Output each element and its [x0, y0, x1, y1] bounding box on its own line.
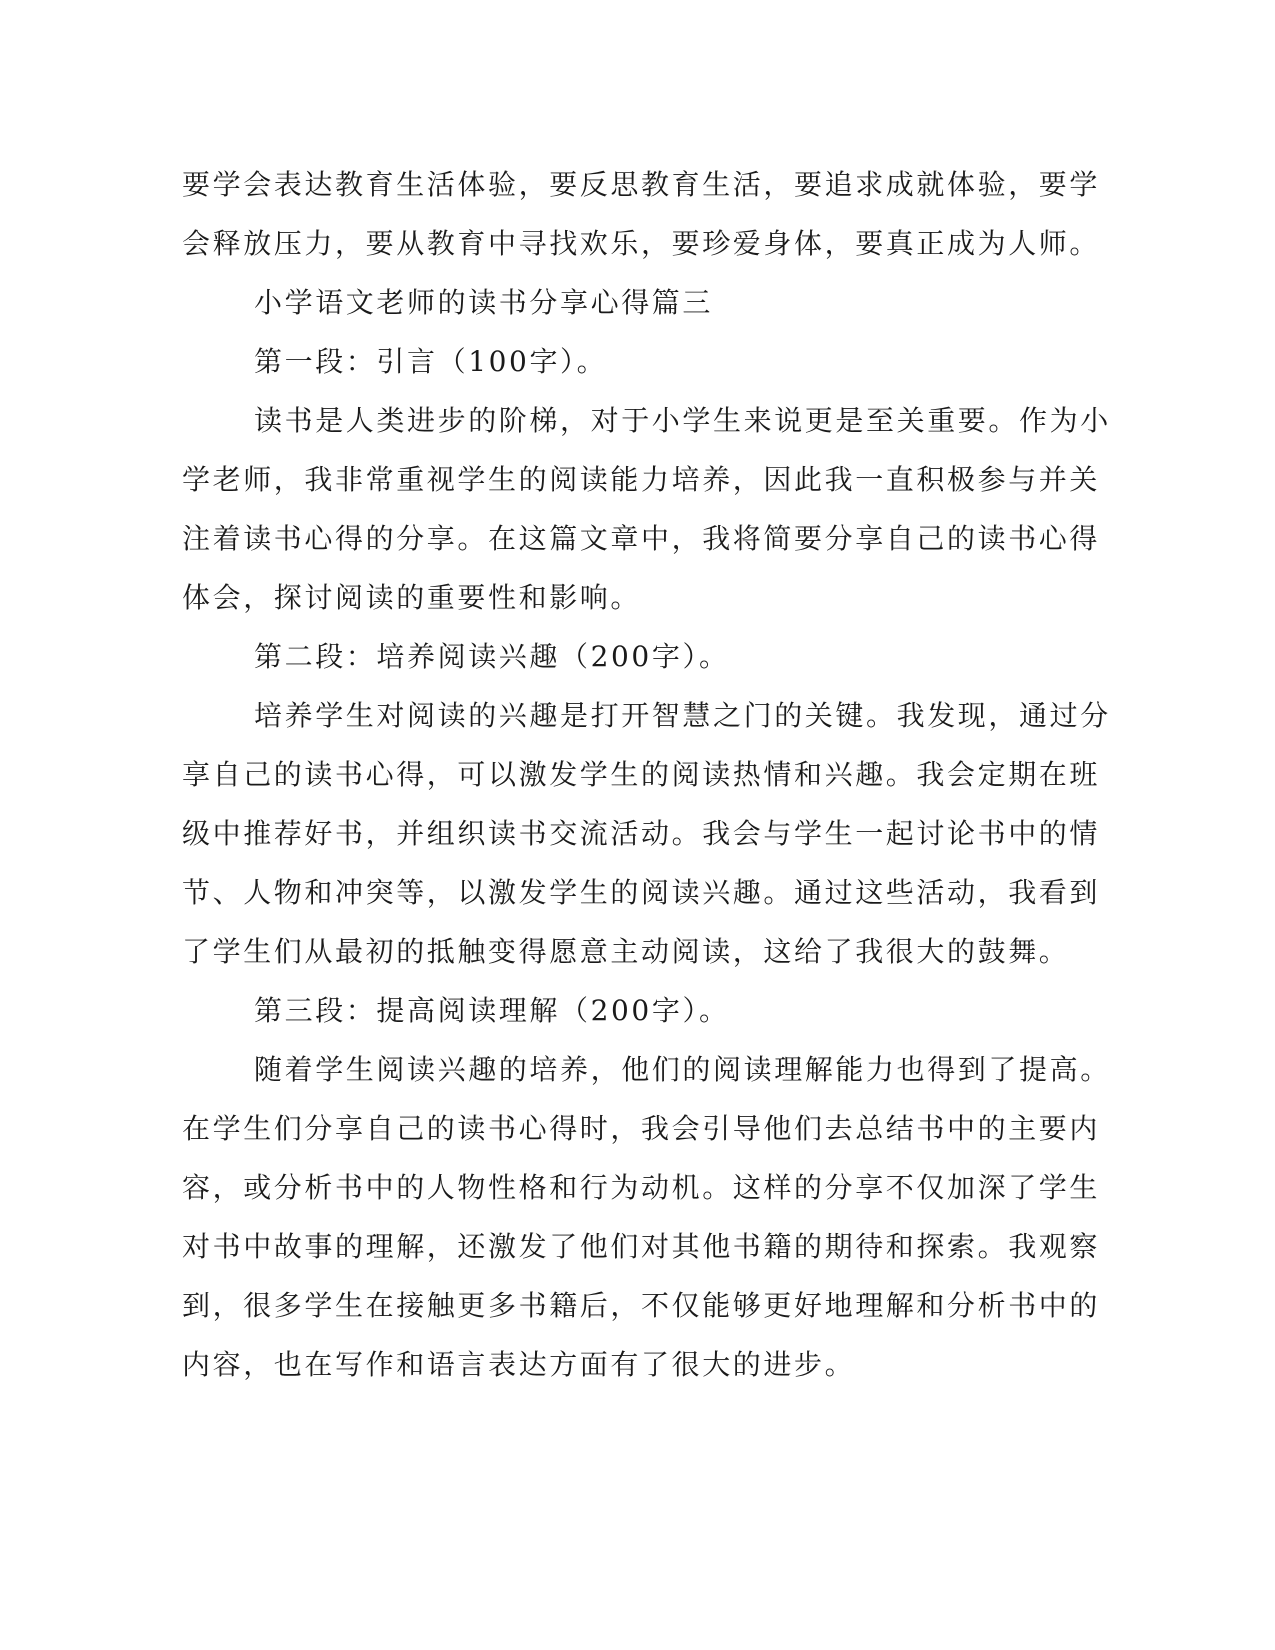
text-line: 注着读书心得的分享。在这篇文章中，我将简要分享自己的读书心得: [182, 522, 1101, 555]
text-line: 在学生们分享自己的读书心得时，我会引导他们去总结书中的主要内: [182, 1112, 1101, 1145]
text-line: 内容，也在写作和语言表达方面有了很大的进步。: [182, 1348, 856, 1381]
text-line: 了学生们从最初的抵触变得愿意主动阅读，这给了我很大的鼓舞。: [182, 935, 1070, 968]
document-body: [182, 155, 1111, 1394]
section-heading: 第一段：引言（100字）。: [254, 345, 608, 378]
section-title: 小学语文老师的读书分享心得篇三: [254, 286, 714, 319]
text-line: 学老师，我非常重视学生的阅读能力培养，因此我一直积极参与并关: [182, 463, 1101, 496]
section-heading: 第二段：培养阅读兴趣（200字）。: [254, 640, 730, 673]
text-line: 级中推荐好书，并组织读书交流活动。我会与学生一起讨论书中的情: [182, 817, 1101, 850]
section-heading: 第三段：提高阅读理解（200字）。: [254, 994, 730, 1027]
text-line: 随着学生阅读兴趣的培养，他们的阅读理解能力也得到了提高。: [254, 1053, 1111, 1086]
text-line: 享自己的读书心得，可以激发学生的阅读热情和兴趣。我会定期在班: [182, 758, 1101, 791]
text-line: 要学会表达教育生活体验，要反思教育生活，要追求成就体验，要学: [182, 168, 1101, 201]
text-line: 培养学生对阅读的兴趣是打开智慧之门的关键。我发现，通过分: [254, 699, 1111, 732]
text-line: 容，或分析书中的人物性格和行为动机。这样的分享不仅加深了学生: [182, 1171, 1101, 1204]
text-line: 读书是人类进步的阶梯，对于小学生来说更是至关重要。作为小: [254, 404, 1111, 437]
text-line: 到，很多学生在接触更多书籍后，不仅能够更好地理解和分析书中的: [182, 1289, 1101, 1322]
text-line: 对书中故事的理解，还激发了他们对其他书籍的期待和探索。我观察: [182, 1230, 1101, 1263]
text-line: 体会，探讨阅读的重要性和影响。: [182, 581, 642, 614]
text-line: 会释放压力，要从教育中寻找欢乐，要珍爱身体，要真正成为人师。: [182, 227, 1101, 260]
text-line: 节、人物和冲突等，以激发学生的阅读兴趣。通过这些活动，我看到: [182, 876, 1101, 909]
